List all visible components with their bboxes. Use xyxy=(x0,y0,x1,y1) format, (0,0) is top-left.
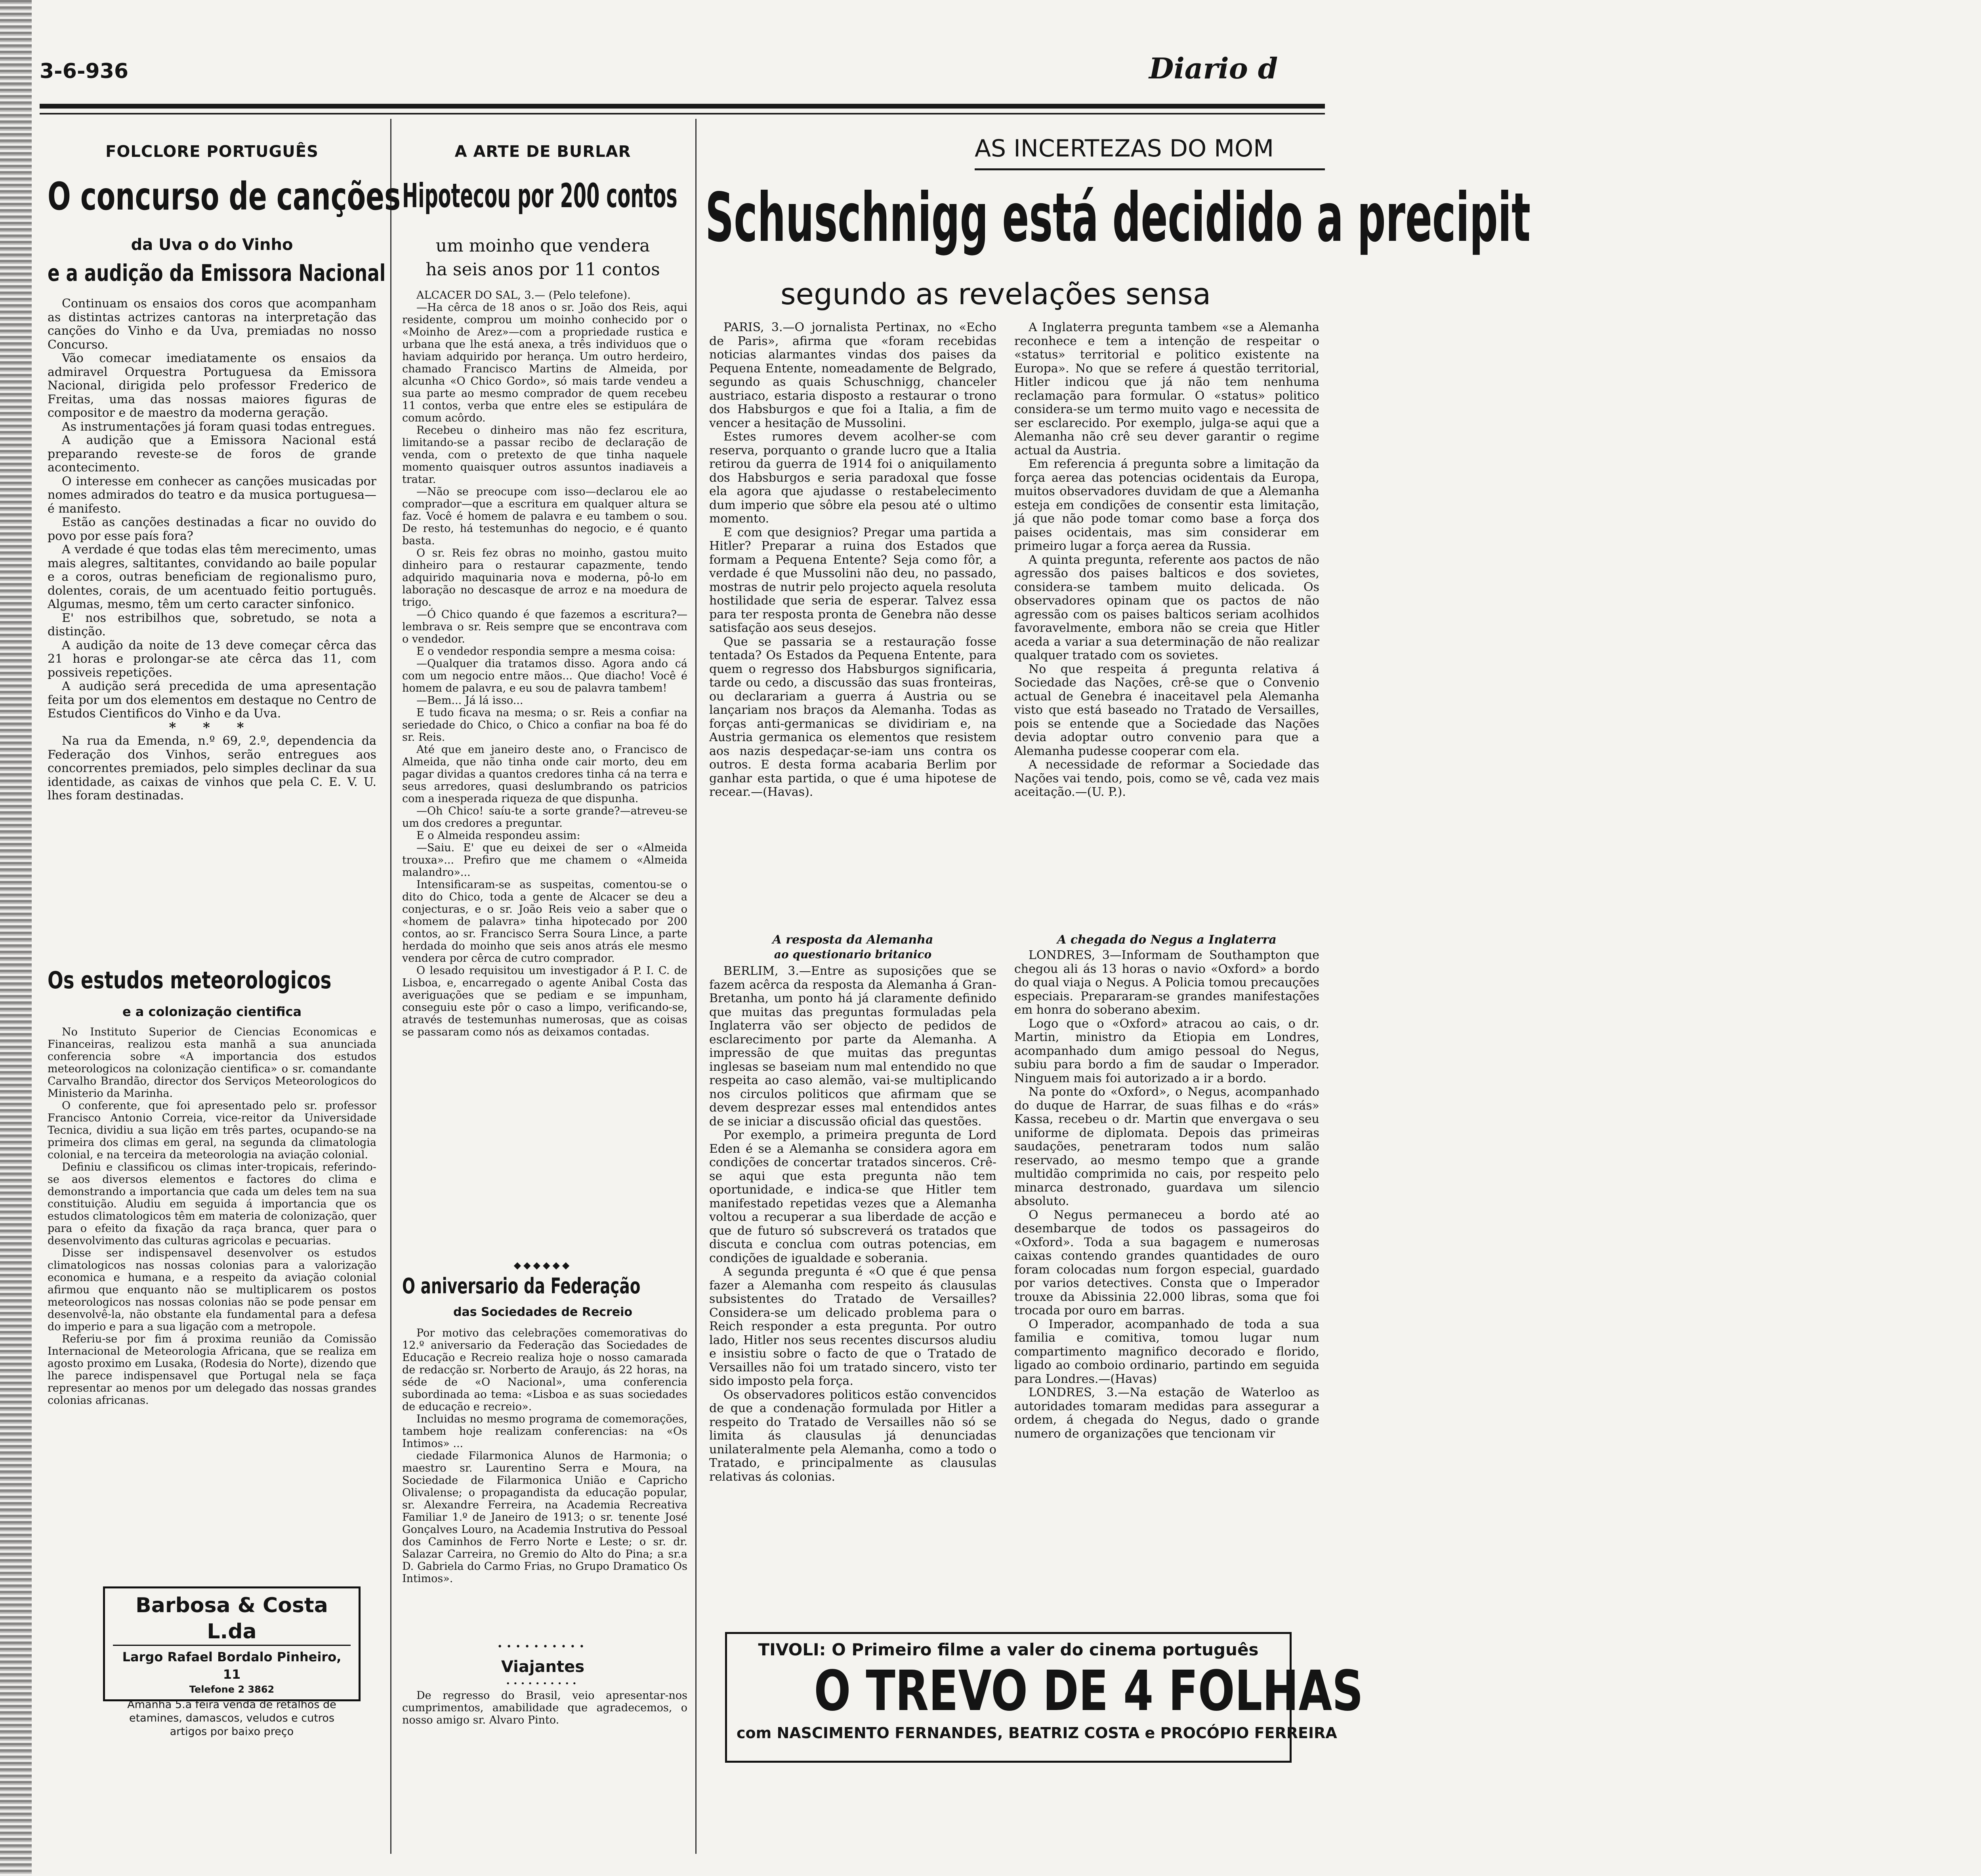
ad-tivoli xyxy=(725,1632,1363,1763)
paragraph: —Não se preocupe com isso—declarou ele ao comprador—que a escritura em qualquer altura se faz. Você é homem de palavra e eu tambem o sou. De resto, há testemunhas do negocio, e é quanto basta. xyxy=(402,486,687,547)
newspaper-name: Diario d xyxy=(1149,51,1278,85)
dateline: ALCACER DO SAL, 3.— (Pelo telefone). xyxy=(416,289,631,301)
paragraph: Até que em janeiro deste ano, o Francisco de Almeida, que não tinha onde cair morto, deu em pagar dividas a quantos credores tinha cá na terra e seus arredores, quasi deslumbrando os patricios com a inesperada riqueza de que dispunha. xyxy=(402,744,687,805)
paragraph: Os observadores politicos estão convencidos de que a condenação formulada por Hitler a respeito do Tratado de Versailles não só se limita ás clausulas já denunciadas unilateralmente pela Alemanha, como a todo o Tratado, e principalmente as clausulas relativas ás colonias. xyxy=(709,1388,996,1484)
paragraph: —Qualquer dia tratamos disso. Agora ando cá com um negocio entre mãos... Que diacho! Você é homem de palavra, e eu sou de palavra tambem! xyxy=(402,658,687,694)
page-binding-edge xyxy=(0,0,32,1876)
headline-text: O concurso de canções xyxy=(48,174,401,219)
paragraph: Que se passaria se a restauração fosse tentada? Os Estados da Pequena Entente, para quem o regresso dos Habsburgos significaria, tarde ou cedo, a discussão das suas fronteiras, ou declarariam a guerra á Austria ou se lançariam nos braços da Alemanha. Todas as forças anti-germanicas se dividiriam e, na Austria germanica os elementos que resistem aos nazis despedaçar-se-iam uns contra os outros. E desta forma acabaria Berlim por ganhar esta partida, o que é uma hipotese de recear.—(Havas). xyxy=(709,635,996,799)
subhead-bold xyxy=(48,259,384,291)
headline-text: Schuschnigg está decidido a precipit xyxy=(705,179,1531,257)
kicker-underline xyxy=(975,168,1325,170)
ad-address: Largo Rafael Bordalo Pinheiro, 11 xyxy=(122,1649,342,1682)
headline-concurso xyxy=(48,174,401,230)
paragraph: O Negus permaneceu a bordo até ao desembarque de todos os passageiros do «Oxford». Toda a sua bagagem e numerosas caixas contendo grandes quantidades de ouro foram colocadas num forgon especial, guardado por varios detectives. Consta que o Imperador trouxe da Abissinia 22.000 libras, soma que foi trocada por ouro em barras. xyxy=(1014,1208,1319,1317)
paragraph: O Imperador, acompanhado de toda a sua familia e comitiva, tomou lugar num compartimento magnifico decorado e florido, ligado ao comboio ordinario, partindo em seguida para Londres.—(Havas) xyxy=(1014,1317,1319,1386)
paragraph: A audição que a Emissora Nacional está preparando reveste-se de foros de grande acontecimento. xyxy=(48,433,376,475)
section-stars: * * * xyxy=(169,719,255,736)
paragraph: E com que designios? Pregar uma partida a Hitler? Preparar a ruina dos Estados que formam a Pequena Entente? Seja como fôr, a verdade é que Mussolini não deu, no passado, mostras de nutrir pelo projecto aquela resoluta hostilidade que seria de esperar. Talvez essa para ter resposta pronta de Genebra não desse satisfação aos seus desejos. xyxy=(709,525,996,635)
paragraph: LONDRES, 3.—Na estação de Waterloo as autoridades tomaram medidas para assegurar a ordem, á chegada do Negus, dado o grande numero de organizações que tencionam vir xyxy=(1014,1386,1319,1441)
paragraph: O sr. Reis fez obras no moinho, gastou muito dinheiro para o restaurar capazmente, tendo adquirido maquinaria nova e moderna, pô-lo em laboração no descasque de arroz e na moedura de trigo. xyxy=(402,547,687,608)
paragraph: Incluidas no mesmo programa de comemorações, tambem hoje realizam conferencias: na «Os Intimos» ... xyxy=(402,1413,687,1450)
section-kicker: A ARTE DE BURLAR xyxy=(454,143,631,161)
paragraph: Estes rumores devem acolher-se com reserva, porquanto o grande lucro que a Italia retirou da guerra de 1914 foi o aniquilamento dos Habsburgos e seria paradoxal que fosse ela agora que ajudasse o restabelecimento dum imperio que sôbre ela pesou até o ultimo momento. xyxy=(709,430,996,526)
paragraph: Na ponte do «Oxford», o Negus, acompanhado do duque de Harrar, de suas filhas e do «rás» Kassa, recebeu o dr. Martin que envergava o seu uniforme de diplomata. Depois das primeiras saudações, penetraram todos num salão reservado, ao mesmo tempo que a grande multidão comprimida no cais, por respeito pelo minarca destronado, guardava um silencio absoluto. xyxy=(1014,1085,1319,1208)
paragraph: A quinta pregunta, referente aos pactos de não agressão dos paises balticos e dos sovietes, considera-se tambem muito delicada. Os observadores opinam que os pactos de não agressão com os paises balticos seriam acolhidos favoravelmente, embora não se creia que Hitler aceda a variar a sua determinação de não realizar qualquer tratado com os sovietes. xyxy=(1014,553,1319,662)
subhead-resposta: A resposta da Alemanha xyxy=(772,933,933,947)
article-inglaterra-body xyxy=(1014,321,1319,933)
subhead-bold-text: e a audição da Emissora Nacional xyxy=(48,259,386,286)
issue-date: 3-6-936 xyxy=(40,59,129,83)
paragraph: Por exemplo, a primeira pregunta de Lord Eden é se a Alemanha se considera agora em condições de concertar tratados sinceros. Crê-se aqui que esta pregunta não tem oportunidade, e indica-se que Hitler tem manifestado repetidas vezes que a Alemanha voltou a recuperar a sua liberdade de acção e que de futuro só subscreverá os tratados que discuta e conclua com outras potencias, em condições de igualdade e soberania. xyxy=(709,1128,996,1265)
headline-schuschnigg xyxy=(705,174,1531,273)
headline-text: Os estudos meteorologicos xyxy=(48,967,332,994)
subhead: e a colonização cientifica xyxy=(122,1004,302,1019)
article-viajantes-body xyxy=(402,1689,687,1749)
subhead: das Sociedades de Recreio xyxy=(453,1305,633,1319)
paragraph: Disse ser indispensavel desenvolver os estudos climatologicos nas nossas colonias para a valorização economica e humana, e a respeito da aviação colonial afirmou que enquanto não se multiplicarem os postos meteorologicos nas nossas colonias não se pode pensar em desenvolvê-la, não obstante ela fundamental para a defesa do imperio e para a sua ligação com a metropole. xyxy=(48,1247,376,1333)
paragraph: PARIS, 3.—O jornalista Pertinax, no «Echo de Paris», afirma que «foram recebidas noticias alarmantes vindas dos paises da Pequena Entente, nomeadamente de Belgrado, segundo as quais Schuschnigg, chanceler austriaco, estaria disposto a restaurar o trono dos Habsburgos e que foi a Italia, a fim de vencer a hesitação de Mussolini. xyxy=(709,320,996,430)
paragraph: Vão comecar imediatamente os ensaios da admiravel Orquestra Portuguesa da Emissora Nacional, dirigida pelo professor Frederico de Freitas, uma das nossas maiores figuras de compositor e de maestro da moderna geração. xyxy=(48,351,376,420)
paragraph: Logo que o «Oxford» atracou ao cais, o dr. Martin, ministro da Etiopia em Londres, acompanhado dum amigo pessoal do Negus, subiu para bordo a fim de saudar o Imperador. Ninguem mais foi autorizado a ir a bordo. xyxy=(1014,1016,1319,1085)
headline-text: O aniversario da Federação xyxy=(402,1274,641,1298)
paragraph: Em referencia á pregunta sobre a limitação da força aerea das potencias ocidentais da Europa, muitos observadores duvidam de que a Alemanha esteja em condições de consentir esta limitação, já que não pode tomar como base a força dos paises ocidentais, mas sim considerar em primeiro lugar a força aerea da Russia. xyxy=(1014,457,1319,553)
article-hipotecou-body xyxy=(402,289,687,1258)
masthead-rule xyxy=(40,104,1325,109)
paragraph: Continuam os ensaios dos coros que acompanham as distintas actrizes cantoras na interpretação das canções do Vinho e da Uva, premiadas no nosso Concurso. xyxy=(48,297,376,352)
paragraph: —Oh Chico! saíu-te a sorte grande?—atreveu-se um dos credores a preguntar. xyxy=(402,805,687,829)
ad-tivoli-line1: TIVOLI: O Primeiro filme a valer do cinema português xyxy=(758,1640,1259,1659)
paragraph: Definiu e classificou os climas inter-tropicais, referindo-se aos diversos elementos e factores do clima e demonstrando a importancia que cada um deles tem na sua constituição. Aludiu em seguida á importancia que os estudos climatologicos têm em materia de colonização, quer para o efeito da fixação da raça branca, quer para o desenvolvimento das culturas agricolas e pecuarias. xyxy=(48,1161,376,1247)
paragraph: A Inglaterra pregunta tambem «se a Alemanha reconhece e tem a intenção de respeitar o «status» territorial e politico existente na Europa». No que se refere á questão territorial, Hitler indicou que já não tem nenhuma reclamação para formular. O «status» politico considera-se um termo muito vago e necessita de ser esclarecido. Por exemplo, julga-se aqui que a Alemanha não crê seu dever garantir o regime actual da Austria. xyxy=(1014,320,1319,458)
paragraph: Na rua da Emenda, n.º 69, 2.º, dependencia da Federação dos Vinhos, serão entregues aos concorrentes premiados, pelo simples declinar da sua identidade, as caixas de vinhos que pela C. E. V. U. lhes foram destinadas. xyxy=(48,734,376,803)
ad-tivoli-title xyxy=(737,1659,1363,1723)
section-kicker: FOLCLORE PORTUGUÊS xyxy=(105,143,319,161)
headline-text: Hipotecou por 200 contos xyxy=(402,176,678,215)
headline-aniversario xyxy=(402,1274,691,1305)
masthead-rule-thin xyxy=(40,113,1325,114)
paragraph: —Saiu. E' que eu deixei de ser o «Almeida trouxa»... Prefiro que me chamem o «Almeida malandro»... xyxy=(402,842,687,879)
ornament-divider: •••••••••• xyxy=(497,1642,588,1652)
paragraph: Por motivo das celebrações comemorativas do 12.º aniversario da Federação das Sociedades de Educação e Recreio realiza hoje o nosso camarada de redacção sr. Norberto de Araujo, ás 22 horas, na séde de «O Nacional», uma conferencia subordinada ao tema: «Lisboa e as suas sociedades de educação e recreio». xyxy=(402,1327,687,1413)
article-schuschnigg-body xyxy=(709,321,996,933)
paragraph: A verdade é que todas elas têm merecimento, umas mais alegres, saltitantes, convidando ao baile popular e a coros, outras beneficiam de regionalismo puro, dolentes, corais, de um acentuado feitio português. Algumas, mesmo, têm um certo caracter sinfonico. xyxy=(48,543,376,611)
subhead: ha seis anos por 11 contos xyxy=(426,259,660,280)
paragraph: De regresso do Brasil, veio apresentar-nos cumprimentos, amabilidade que agradecemos, o nosso amigo sr. Alvaro Pinto. xyxy=(402,1689,687,1726)
paragraph: No que respeita á pregunta relativa á Sociedade das Nações, crê-se que o Convenio actual de Genebra é inaceitavel pela Alemanha visto que está baseado no Tratado de Versailles, pois se entende que a Sociedade das Nações devia adoptar outro convenio para que a Alemanha pudesse cooperar com ela. xyxy=(1014,662,1319,758)
paragraph: BERLIM, 3.—Entre as suposições que se fazem acêrca da resposta da Alemanha á Gran-Bretanha, um ponto há já claramente definido que muitas das preguntas formuladas pela Inglaterra vão ser objecto de pedidos de esclarecimento por parte da Alemanha. A impressão de que muitas das preguntas inglesas se baseiam num mal entendido no que respeita ao caso alemão, vai-se multiplicando nos circulos politicos que afirmam que se devem desprezar esses mal entendidos antes de se iniciar a discussão oficial das questões. xyxy=(709,964,996,1129)
subhead-resposta-sub: ao questionario britanico xyxy=(774,948,932,961)
paragraph: Referiu-se por fim á proxima reunião da Comissão Internacional de Meteorologia Africana, que se realiza em agosto proximo em Lusaka, (Rodesia do Norte), dizendo que lhe parece indispensavel que Portugal nela se faça representar ao menos por um delegado das nossas grandes colonias africanas. xyxy=(48,1333,376,1407)
paragraph: —Bem... Já lá isso... xyxy=(416,694,523,707)
ad-title: Barbosa & Costa L.da xyxy=(113,1592,351,1646)
ad-phone: Telefone 2 3862 xyxy=(189,1684,275,1695)
paragraph: O conferente, que foi apresentado pelo sr. professor Francisco Antonio Correia, vice-reitor da Universidade Tecnica, dividiu a sua lição em três partes, ocupando-se na primeira dos climas em geral, na segunda da climatologia colonial, e na terceira da meteorologia na aviação colonial. xyxy=(48,1100,376,1161)
article-concurso-body xyxy=(48,297,376,881)
article-meteorologicos-body xyxy=(48,1026,376,1569)
paragraph: ciedade Filarmonica Alunos de Harmonia; o maestro sr. Laurentino Serra e Moura, na Sociedade de Filarmonica União e Capricho Olivalense; o propagandista da educação popular, sr. Alexandre Ferreira, na Academia Recreativa Familiar 1.º de Janeiro de 1913; o sr. tenente José Gonçalves Louro, na Academia Instrutiva do Pessoal dos Caminhos de Ferro Norte e Leste; o sr. dr. Salazar Carreira, no Gremio do Alto do Pina; a sr.a D. Gabriela do Carmo Frias, no Grupo Dramatico Os Intimos». xyxy=(402,1450,687,1585)
paragraph: Intensificaram-se as suspeitas, comentou-se o dito do Chico, toda a gente de Alcacer se deu a conjecturas, e o sr. João Reis veio a saber que o «homem de palavra» tinha hipotecado por 200 contos, ao sr. Francisco Serra Soura Lince, a parte herdada do moinho que seis anos atrás ele mesmo vendera por cêrca de cutro comprador. xyxy=(402,879,687,965)
article-resposta-body xyxy=(709,965,996,1610)
subhead-negus: A chegada do Negus a Inglaterra xyxy=(1057,933,1277,947)
paragraph: Recebeu o dinheiro mas não fez escritura, limitando-se a passar recibo de declaração de venda, com o pretexto de que tinha naquele momento quaisquer outros assuntos inadiaveis a tratar. xyxy=(402,424,687,486)
article-aniversario-body xyxy=(402,1327,687,1640)
paragraph: E' nos estribilhos que, sobretudo, se nota a distinção. xyxy=(48,611,376,639)
paragraph: A segunda pregunta é «O que é que pensa fazer a Alemanha com respeito ás clausulas subsistentes do Tratado de Versailles? Considera-se um delicado problema para o Reich responder a esta pregunta. Por outro lado, Hitler nos seus recentes discursos aludiu e insistiu sobre o facto de que o Tratado de Versailles não foi um tratado sincero, visto ter sido imposto pela força. xyxy=(709,1265,996,1388)
headline-meteorologicos xyxy=(48,967,384,1002)
paragraph: E tudo ficava na mesma; o sr. Reis a confiar na seriedade do Chico, o Chico a confiar na boa fé do sr. Reis. xyxy=(402,707,687,744)
paragraph: A audição será precedida de uma apresentação feita por um dos elementos em destaque no Centro de Estudos Cientificos do Vinho e da Uva. xyxy=(48,679,376,721)
subhead: um moinho que vendera xyxy=(435,236,650,256)
paragraph: E o Almeida respondeu assim: xyxy=(416,829,580,842)
subhead-revelacoes: segundo as revelações sensa xyxy=(781,277,1211,311)
ornament-divider: •••••••••• xyxy=(506,1680,580,1688)
paragraph: A necessidade de reformar a Sociedade das Nações vai tendo, pois, como se vê, cada vez mais aceitação.—(U. P.). xyxy=(1014,758,1319,799)
ad-text: Amanhã 5.a feira venda de retalhos de etamines, damascos, veludos e cutros artigos por baixo preço xyxy=(127,1699,336,1738)
article-negus-body xyxy=(1014,949,1319,1610)
column-separator xyxy=(390,119,391,1854)
paragraph: —Ó Chico quando é que fazemos a escritura?—lembrava o sr. Reis sempre que se encontrava com o vendedor. xyxy=(402,608,687,645)
ad-barbosa-costa xyxy=(103,1586,361,1738)
paragraph: No Instituto Superior de Ciencias Economicas e Financeiras, realizou esta manhã a sua anunciada conferencia sobre «A importancia dos estudos meteorologicos na colonização cientifica» o sr. comandante Carvalho Brandão, director dos Serviços Meteorologicos do Ministerio da Marinha. xyxy=(48,1026,376,1100)
headline-viajantes: Viajantes xyxy=(501,1658,585,1676)
paragraph: O lesado requisitou um investigador á P. I. C. de Lisboa, e, encarregado o agente Anibal Costa das averiguações que se pediam e se impunham, conseguiu este pôr o caso a limpo, verificando-se, através de testemunhas numerosas, que as coisas se passaram como nós as deixamos contadas. xyxy=(402,965,687,1038)
section-kicker: AS INCERTEZAS DO MOM xyxy=(975,135,1274,162)
headline-hipotecou xyxy=(402,176,691,228)
column-separator xyxy=(695,119,697,1854)
paragraph: Estão as canções destinadas a ficar no ouvido do povo por esse país fora? xyxy=(48,515,376,543)
ad-tivoli-title-text: O TREVO DE 4 FOLHAS xyxy=(814,1659,1363,1723)
paragraph: O interesse em conhecer as canções musicadas por nomes admirados do teatro e da musica portuguesa—é manifesto. xyxy=(48,474,376,516)
paragraph: A audição da noite de 13 deve começar cêrca das 21 horas e prolongar-se ate cêrca das 11, com possiveis repetições. xyxy=(48,638,376,680)
ad-tivoli-cast: com NASCIMENTO FERNANDES, BEATRIZ COSTA e PROCÓPIO FERREIRA xyxy=(737,1724,1337,1742)
subhead: da Uva o do Vinho xyxy=(131,236,293,254)
paragraph: As instrumentações já foram quasi todas entregues. xyxy=(62,419,376,434)
paragraph: LONDRES, 3—Informam de Southampton que chegou ali ás 13 horas o navio «Oxford» a bordo do qual viaja o Negus. A Policia tomou precauções especiais. Prepararam-se grandes manifestações em honra do soberano abexim. xyxy=(1014,948,1319,1017)
ornament-divider: ◆◆◆◆◆◆ xyxy=(513,1260,572,1271)
paragraph: E o vendedor respondia sempre a mesma coisa: xyxy=(416,645,676,658)
paragraph: —Ha cêrca de 18 anos o sr. João dos Reis, aqui residente, comprou um moinho conhecido por o «Moinho de Arez»—com a propriedade rustica e urbana que lhe está anexa, a três individuos que o haviam adquirido por herança. Um outro herdeiro, chamado Francisco Martins de Almeida, por alcunha «O Chico Gordo», só mais tarde vendeu a sua parte ao mesmo comprador de quem recebeu 11 contos, verba que entre eles se estipulára de comum acôrdo. xyxy=(402,301,687,424)
